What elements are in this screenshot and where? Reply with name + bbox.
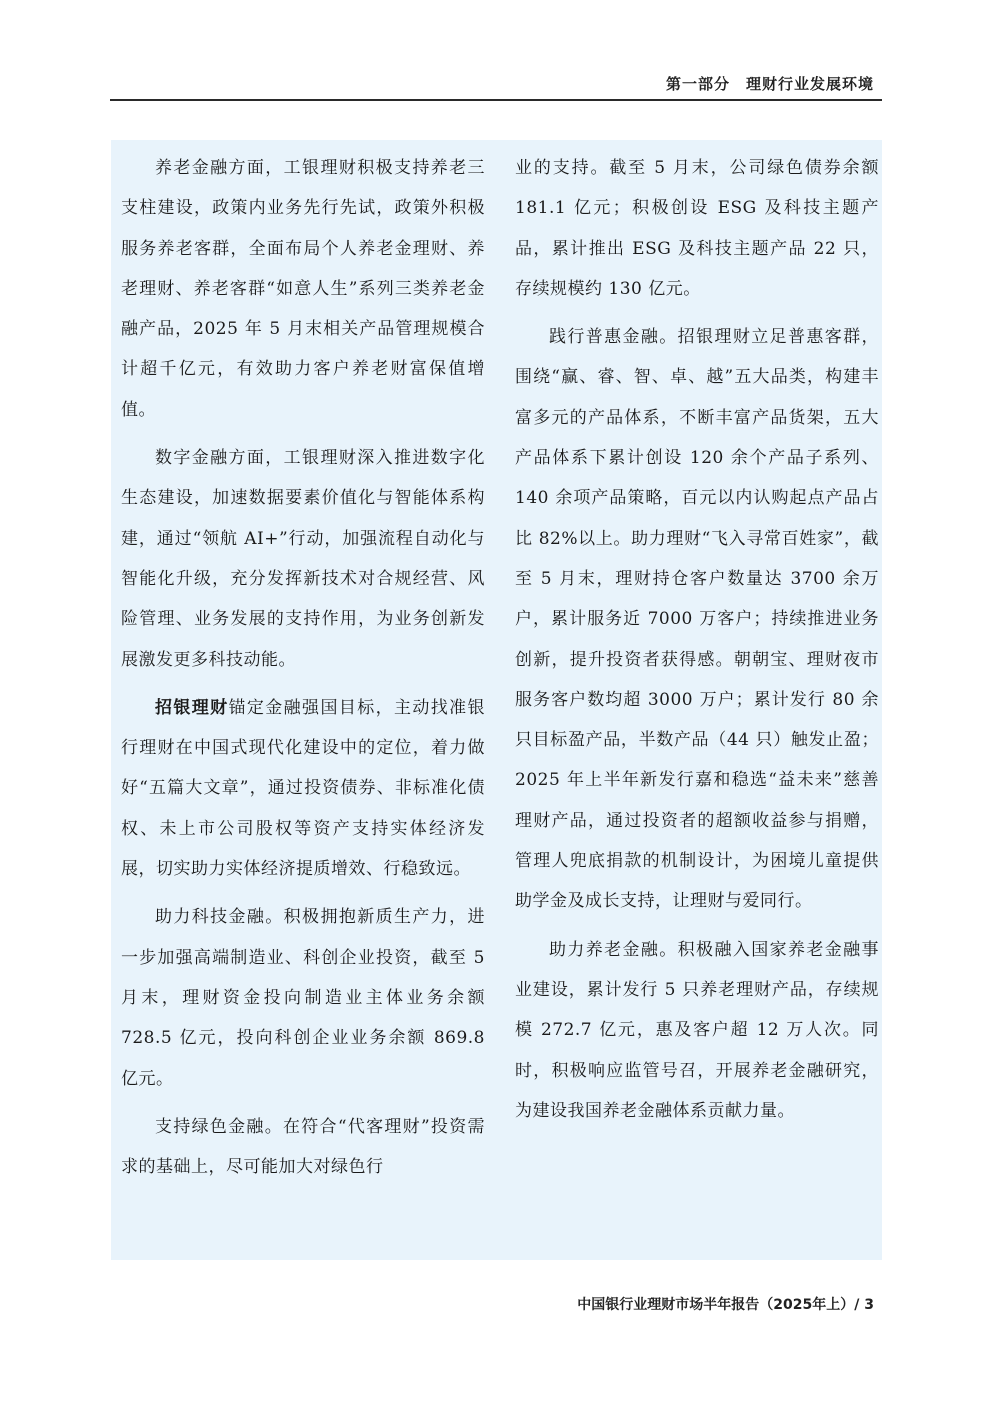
header-rule	[110, 99, 882, 101]
left-column	[121, 148, 485, 1187]
paragraph-pension-support: 助力养老金融。积极融入国家养老金融事业建设，累计发行 5 只养老理财产品，存续规模 272.7 亿元，惠及客户超 12 万人次。同时，积极响应监管号召，开展养老金融研究，为建设我国养老金融体系贡献力量。	[515, 939, 879, 1121]
paragraph-lead-term: 招银理财	[155, 697, 229, 718]
page-footer: 中国银行业理财市场半年报告（2025年上）/ 3	[577, 1297, 874, 1313]
header-part: 第一部分	[665, 75, 730, 93]
header-title: 理财行业发展环境	[745, 75, 874, 93]
paragraph-cmb-wealth	[121, 688, 485, 889]
paragraph-green-finance: 支持绿色金融。在符合“代客理财”投资需求的基础上，尽可能加大对绿色行	[121, 1116, 485, 1178]
running-header	[666, 73, 874, 94]
paragraph-green-finance-cont: 业的支持。截至 5 月末，公司绿色债券余额 181.1 亿元；积极创设 ESG 及科技主题产品，累计推出 ESG 及科技主题产品 22 只，存续规模约 130 亿元。	[515, 158, 879, 299]
paragraph-inclusive-finance: 践行普惠金融。招银理财立足普惠客群，围绕“赢、睿、智、卓、越”五大品类，构建丰富多元的产品体系，不断丰富产品货架，五大产品体系下累计创设 120 余个产品子系列、140 余项产品策略，百元以内认购起点产品占比 82%以上。助力理财“飞入寻常百姓家”，截至 5 月末，理财持仓客户数量达 3700 余万户，累计服务近 7000 万客户；持续推进业务创新，提升投资者获得感。朝朝宝、理财夜市服务客户数均超 3000 万户；累计发行 80 余只目标盈产品，半数产品（44 只）触发止盈；2025 年上半年新发行嘉和稳选“益未来”慈善理财产品，通过投资者的超额收益参与捐赠，管理人兜底捐款的机制设计，为困境儿童提供助学金及成长支持，让理财与爱同行。	[515, 327, 879, 912]
right-column	[515, 148, 879, 1131]
paragraph-cmb-wealth-body: 锚定金融强国目标，主动找准银行理财在中国式现代化建设中的定位，着力做好“五篇大文章”，通过投资债券、非标准化债权、未上市公司股权等资产支持实体经济发展，切实助力实体经济提质增效、行稳致远。	[121, 697, 486, 880]
paragraph-tech-finance: 助力科技金融。积极拥抱新质生产力，进一步加强高端制造业、科创企业投资，截至 5 月末，理财资金投向制造业主体业务余额 728.5 亿元，投向科创企业业务余额 869.8 亿元。	[121, 907, 485, 1089]
paragraph-pension-finance: 养老金融方面，工银理财积极支持养老三支柱建设，政策内业务先行先试，政策外积极服务养老客群，全面布局个人养老金理财、养老理财、养老客群“如意人生”系列三类养老金融产品，2025 年 5 月末相关产品管理规模合计超千亿元，有效助力客户养老财富保值增值。	[121, 158, 485, 420]
paragraph-digital-finance: 数字金融方面，工银理财深入推进数字化生态建设，加速数据要素价值化与智能体系构建，通过“领航 AI+”行动，加强流程自动化与智能化升级，充分发挥新技术对合规经营、风险管理、业务发展的支持作用，为业务创新发展激发更多科技动能。	[121, 448, 485, 670]
